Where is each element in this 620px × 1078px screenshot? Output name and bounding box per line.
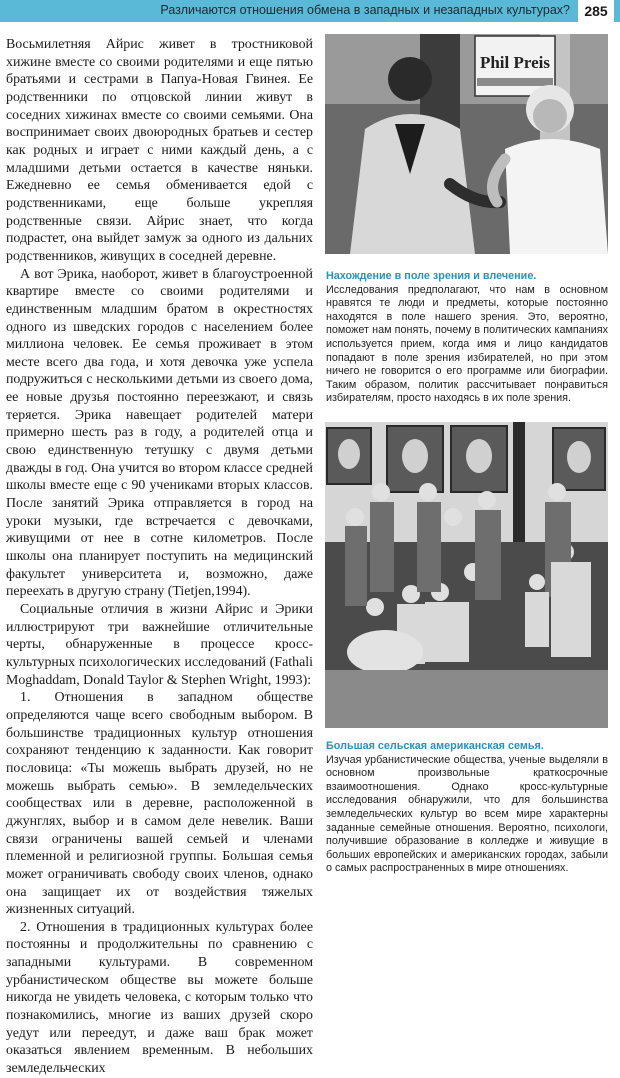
paragraph-erika: А вот Эрика, наоборот, живет в благоустроенной квартире вместе со своими родителями и единственным младшим братом в окрестностях одного из шведских городов с населением более миллиона человек. Ее семья проживает в этом месте всего два года, и хотя девочка уже успела подружиться с несколькими детьми из своего дома, ее новые друзья постоянно переезжают, и связь теряется. Эрика навещает родителей матери примерно шесть раз в году, а родителей отца и свою единственную тетушку с двумя детьми дважды в год. Она учится во втором классе средней школы вместе еще с 90 учениками вторых классов. После занятий Эрика отправляется в город на уроки музыки, где встречается с девочками, живущими от нее в сотне километров. После школы она планирует поступить на медицинский факультет университета и, возможно, даже переехать в другую страну (Tietjen,1994). (6, 266, 313, 600)
family-photo (325, 422, 608, 728)
figure-caption-exposure (326, 270, 608, 406)
caption-title: Нахождение в поле зрения и влечение. (326, 270, 537, 282)
paragraph-point-1: 1. Отношения в западном обществе определяются чаще всего свободным выбором. В большинстве традиционных культур отношения сохраняют тенденцию к заданности. Как говорит пословица: «Ты можешь выбрать друзей, но не можешь выбрать семью». В земледельческих сообществах или в деревне, расположенной в джунглях, выбор и в самом деле невелик. Ваши связи ограничены вашей семьей и членами племенной и религиозной группы. Большая семья может ограничивать свободу своих членов, однако она защищает их от воздействия тяжелых жизненных ситуаций. (6, 690, 313, 918)
family-illustration (325, 422, 608, 728)
caption-text: Исследования предполагают, что нам в основном нравятся те люди и предметы, которые постоянно находятся в поле нашего зрения. Это, вероятно, поможет нам понять, почему в политических кампаниях используется прием, когда имя и лицо кандидатов попадают в поле зрения избирателей, но при этом ничего не говорится о его программе или биографии. Таким образом, политик рассчитывает понравиться избирателям, просто находясь в их поле зрения. (326, 283, 608, 405)
handshake-photo (325, 34, 608, 254)
handshake-illustration (325, 34, 608, 254)
paragraph-iris: Восьмилетняя Айрис живет в тростниковой хижине вместе со своими родителями и еще пятью братьями и сестрами в Папуа-Новая Гвинея. Ее родственники по отцовской линии живут в соседних хижинах вместе со своими семьями. Она воспринимает своих двоюродных братьев и сестер как родных и играет с ними каждый день, а с младшими детьми остается в качестве няньки. Ежедневно ее семья обменивается едой с родственниками, еще больше укрепляя родственные связи. Айрис знает, что когда подрастет, она выйдет замуж за одного из дальних родственников, живущих в соседней деревне. (6, 37, 313, 264)
page-number: 285 (578, 0, 614, 22)
caption-title: Большая сельская американская семья. (326, 740, 544, 752)
chapter-heading: Различаются отношения обмена в западных и незападных культурах? (160, 3, 570, 17)
figure-caption-family (326, 740, 608, 876)
paragraph-social-differences: Социальные отличия в жизни Айрис и Эрики иллюстрируют три важнейшие отличительные черты, обнаруженные в процессе кросс-культурных психологических исследований (Fathali Moghaddam, Donald Taylor & Stephen Wright, 1993): (6, 602, 313, 688)
main-text-column (6, 36, 313, 1078)
page-header (0, 0, 620, 22)
campaign-sign-text: Phil Preis (479, 53, 551, 72)
caption-text: Изучая урбанистические общества, ученые выделяли в основном произвольные краткосрочные взаимоотношения. Однако кросс-культурные исследования обнаружили, что для большинства земледельческих культур во всем мире характерны заданные семейные отношения. Вероятно, психологи, получившие образование в колледже и живущие в больших европейских и американских городах, забыли о самых распространенных в мире отношениях. (326, 753, 608, 875)
paragraph-point-2: 2. Отношения в традиционных культурах более постоянны и продолжительны по сравнению с западными культурами. В современном урбанистическом обществе вы можете больше никогда не увидеть человека, с которым только что познакомились, многие из ваших друзей скоро уедут или переедут, и даже ваш брак может оказаться явлением временным. В небольших земледельческих (6, 919, 313, 1077)
